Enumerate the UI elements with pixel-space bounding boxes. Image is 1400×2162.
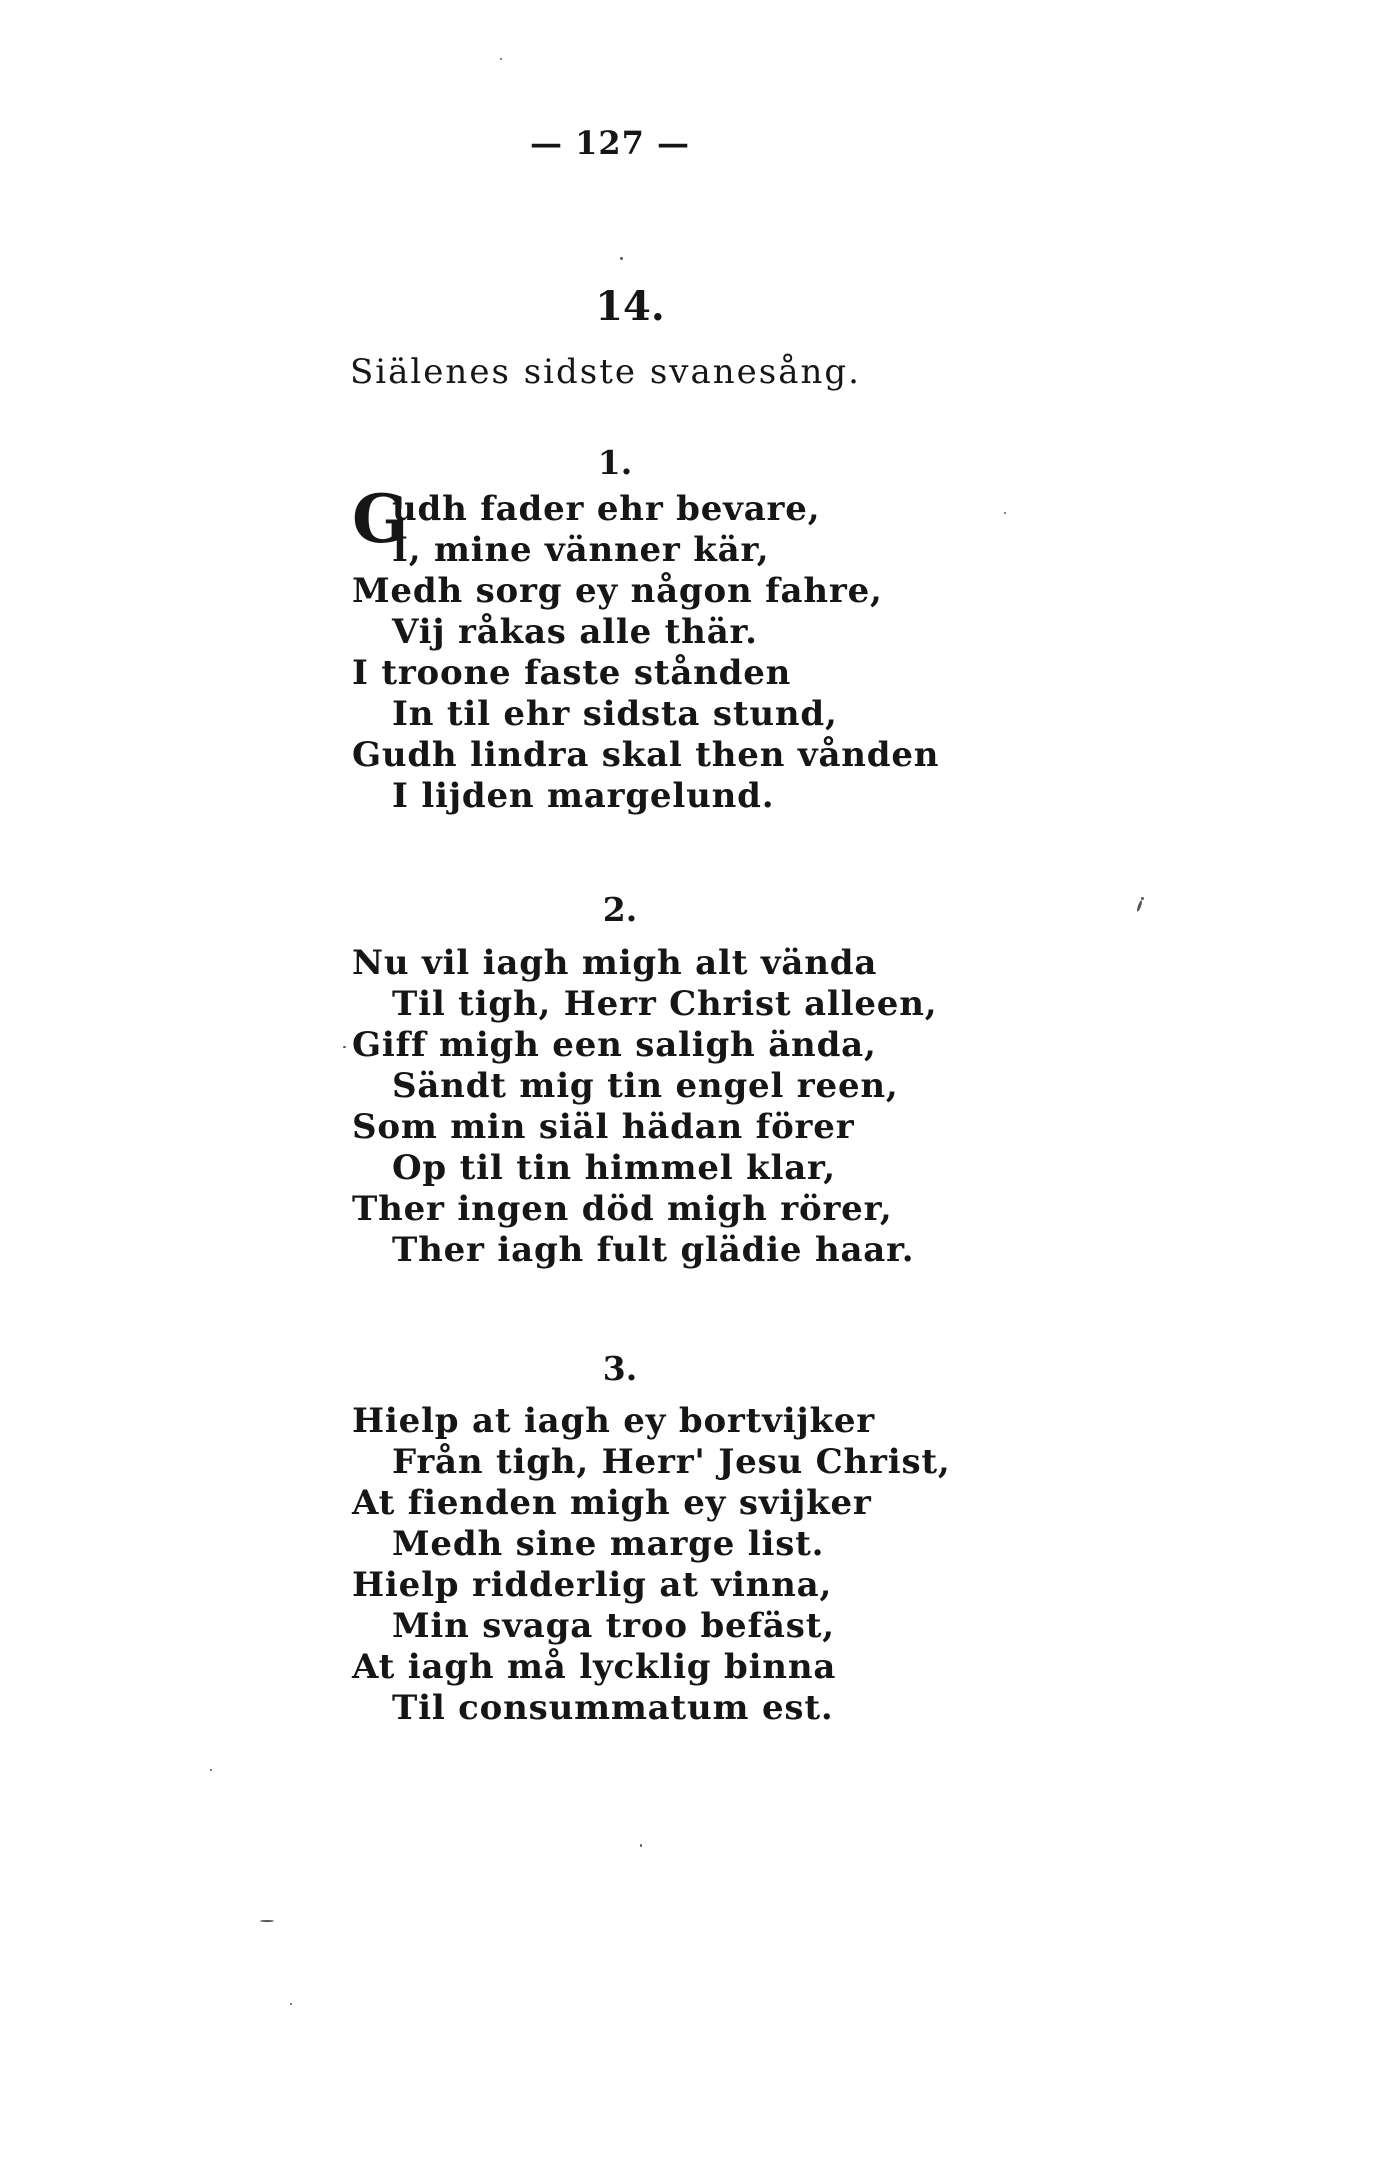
scan-speck (1004, 512, 1006, 514)
verse-line: At fienden migh ey svijker (352, 1483, 872, 1523)
stanza-number: 1. (597, 443, 633, 482)
stanza-3 (352, 1401, 972, 1729)
verse-line: In til ehr sidsta stund, (392, 694, 838, 734)
verse-line: Ther iagh fult glädie haar. (392, 1230, 915, 1270)
verse-line: Hielp at iagh ey bortvijker (352, 1401, 876, 1441)
scan-speck (620, 257, 623, 260)
page-number: — 127 — (529, 124, 691, 162)
verse-line: Nu vil iagh migh alt vända (352, 943, 878, 983)
verse-line: Op til tin himmel klar, (392, 1148, 836, 1188)
scan-speck (1136, 900, 1143, 912)
hymn-title: Siälenes sidste svanesång. (350, 352, 861, 392)
scan-speck (500, 58, 502, 60)
verse-line: I troone faste stånden (352, 653, 792, 693)
stanza-number: 2. (602, 890, 638, 929)
verse-line: Til tigh, Herr Christ alleen, (392, 984, 938, 1024)
verse-line: udh fader ehr bevare, (392, 489, 821, 529)
verse-line: Min svaga troo befäst, (392, 1606, 835, 1646)
stanza-1 (352, 489, 972, 817)
scan-speck (260, 1920, 274, 1922)
scan-speck (1141, 897, 1144, 900)
verse-line: Giff migh een saligh ända, (352, 1025, 877, 1065)
verse-line: I, mine vänner kär, (392, 530, 770, 570)
verse-line: Medh sorg ey någon fahre, (352, 571, 883, 611)
verse-line: Ther ingen död migh rörer, (352, 1189, 893, 1229)
drop-cap-initial: G (352, 480, 409, 558)
stanza-2 (352, 943, 972, 1271)
verse-line: Medh sine marge list. (392, 1524, 825, 1564)
verse-line: I lijden margelund. (392, 776, 775, 816)
verse-line: Från tigh, Herr' Jesu Christ, (392, 1442, 951, 1482)
verse-line: At iagh må lycklig binna (352, 1647, 837, 1687)
scan-speck (343, 1046, 346, 1048)
stanza-number: 3. (602, 1349, 638, 1388)
verse-line: Gudh lindra skal then vånden (352, 735, 940, 775)
verse-line: Vij råkas alle thär. (392, 612, 758, 652)
verse-line: Som min siäl hädan förer (352, 1107, 855, 1147)
verse-line: Sändt mig tin engel reen, (392, 1066, 899, 1106)
scan-speck (640, 1844, 642, 1847)
verse-line: Til consummatum est. (392, 1688, 834, 1728)
verse-line: Hielp ridderlig at vinna, (352, 1565, 833, 1605)
scan-speck (290, 2003, 292, 2005)
scan-speck (210, 1769, 212, 1771)
hymn-number: 14. (595, 283, 665, 330)
